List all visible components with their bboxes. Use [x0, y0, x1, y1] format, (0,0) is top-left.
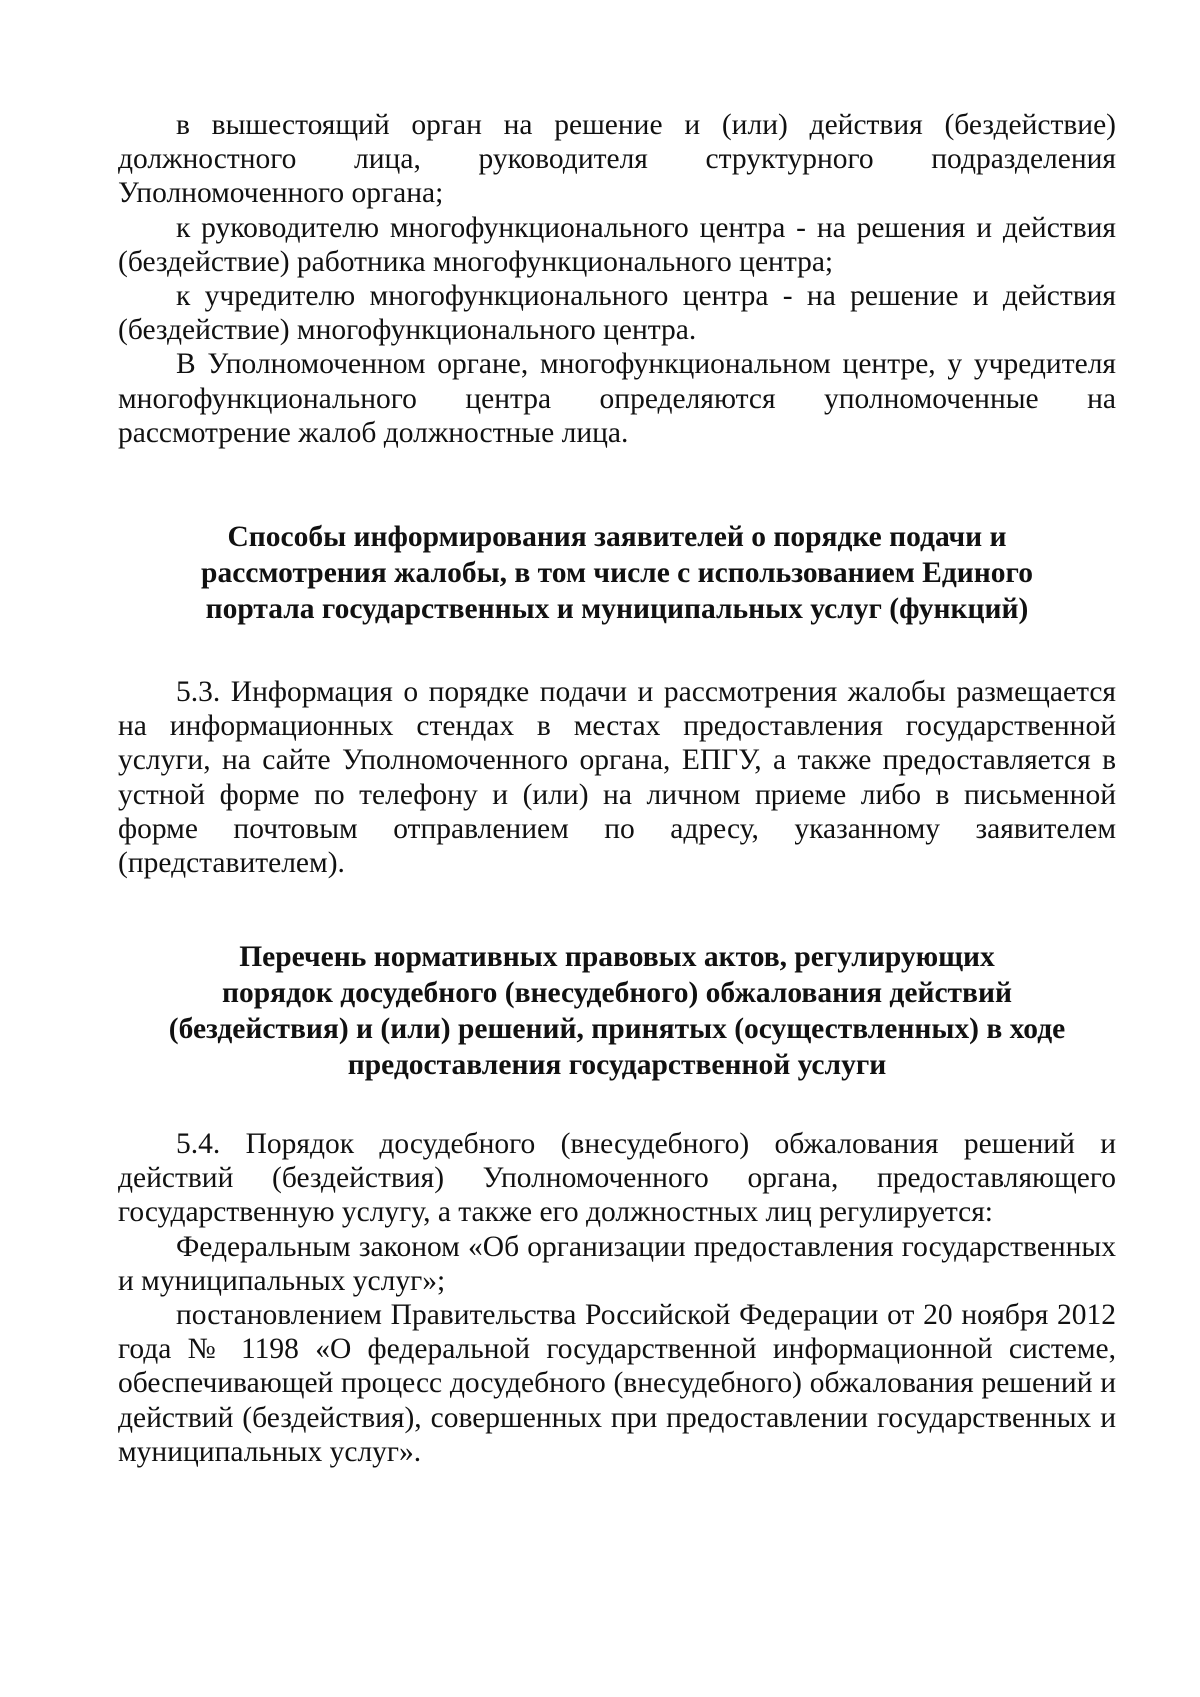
heading-informing-methods — [150, 519, 1084, 627]
paragraph-authorized-officials: В Уполномоченном органе, многофункциональном центре, у учредителя многофункционального центра определяются уполномоченные на рассмотрение жалоб должностные лица. — [118, 348, 1116, 449]
section-5-3 — [118, 675, 1116, 880]
heading-line: порядок досудебного (внесудебного) обжалования действий — [222, 977, 1012, 1009]
appeal-bodies-section — [118, 108, 1116, 450]
heading-line: предоставления государственной услуги — [347, 1049, 887, 1081]
paragraph-higher-authority: в вышестоящий орган на решение и (или) действия (бездействие) должностного лица, руководителя структурного подразделения Уполномоченного органа; — [118, 109, 1116, 210]
heading-line: рассмотрения жалобы, в том числе с использованием Единого — [201, 557, 1033, 589]
section-5-4 — [118, 1127, 1116, 1469]
heading-line: портала государственных и муниципальных услуг (функций) — [205, 593, 1029, 625]
paragraph-mfc-head: к руководителю многофункционального центра - на решения и действия (бездействие) работника многофункционального центра; — [118, 211, 1116, 278]
paragraph-5-3: 5.3. Информация о порядке подачи и рассмотрения жалобы размещается на информационных стендах в местах предоставления государственной услуги, на сайте Уполномоченного органа, ЕПГУ, а также предоставляется в устной форме по телефону и (или) на личном приеме либо в письменной форме почтовым отправлением по адресу, указанному заявителем (представителем). — [118, 676, 1116, 880]
paragraph-5-4: 5.4. Порядок досудебного (внесудебного) обжалования решений и действий (бездействия) Уполномоченного органа, предоставляющего государственную услугу, а также его должностных лиц регулируется: — [118, 1128, 1116, 1229]
paragraph-government-decree: постановлением Правительства Российской Федерации от 20 ноября 2012 года № 1198 «О федеральной государственной информационной системе, обеспечивающей процесс досудебного (внесудебного) обжалования решений и действий (бездействия), совершенных при предоставлении государственных и муниципальных услуг». — [118, 1299, 1116, 1468]
paragraph-federal-law: Федеральным законом «Об организации предоставления государственных и муниципальных услуг»; — [118, 1230, 1116, 1297]
heading-regulatory-acts — [118, 939, 1116, 1083]
paragraph-mfc-founder: к учредителю многофункционального центра - на решение и действия (бездействие) многофункционального центра. — [118, 280, 1116, 347]
heading-line: Перечень нормативных правовых актов, регулирующих — [239, 941, 995, 973]
heading-line: (бездействия) и (или) решений, принятых (осуществленных) в ходе — [168, 1013, 1066, 1045]
heading-line: Способы информирования заявителей о порядке подачи и — [227, 521, 1007, 553]
